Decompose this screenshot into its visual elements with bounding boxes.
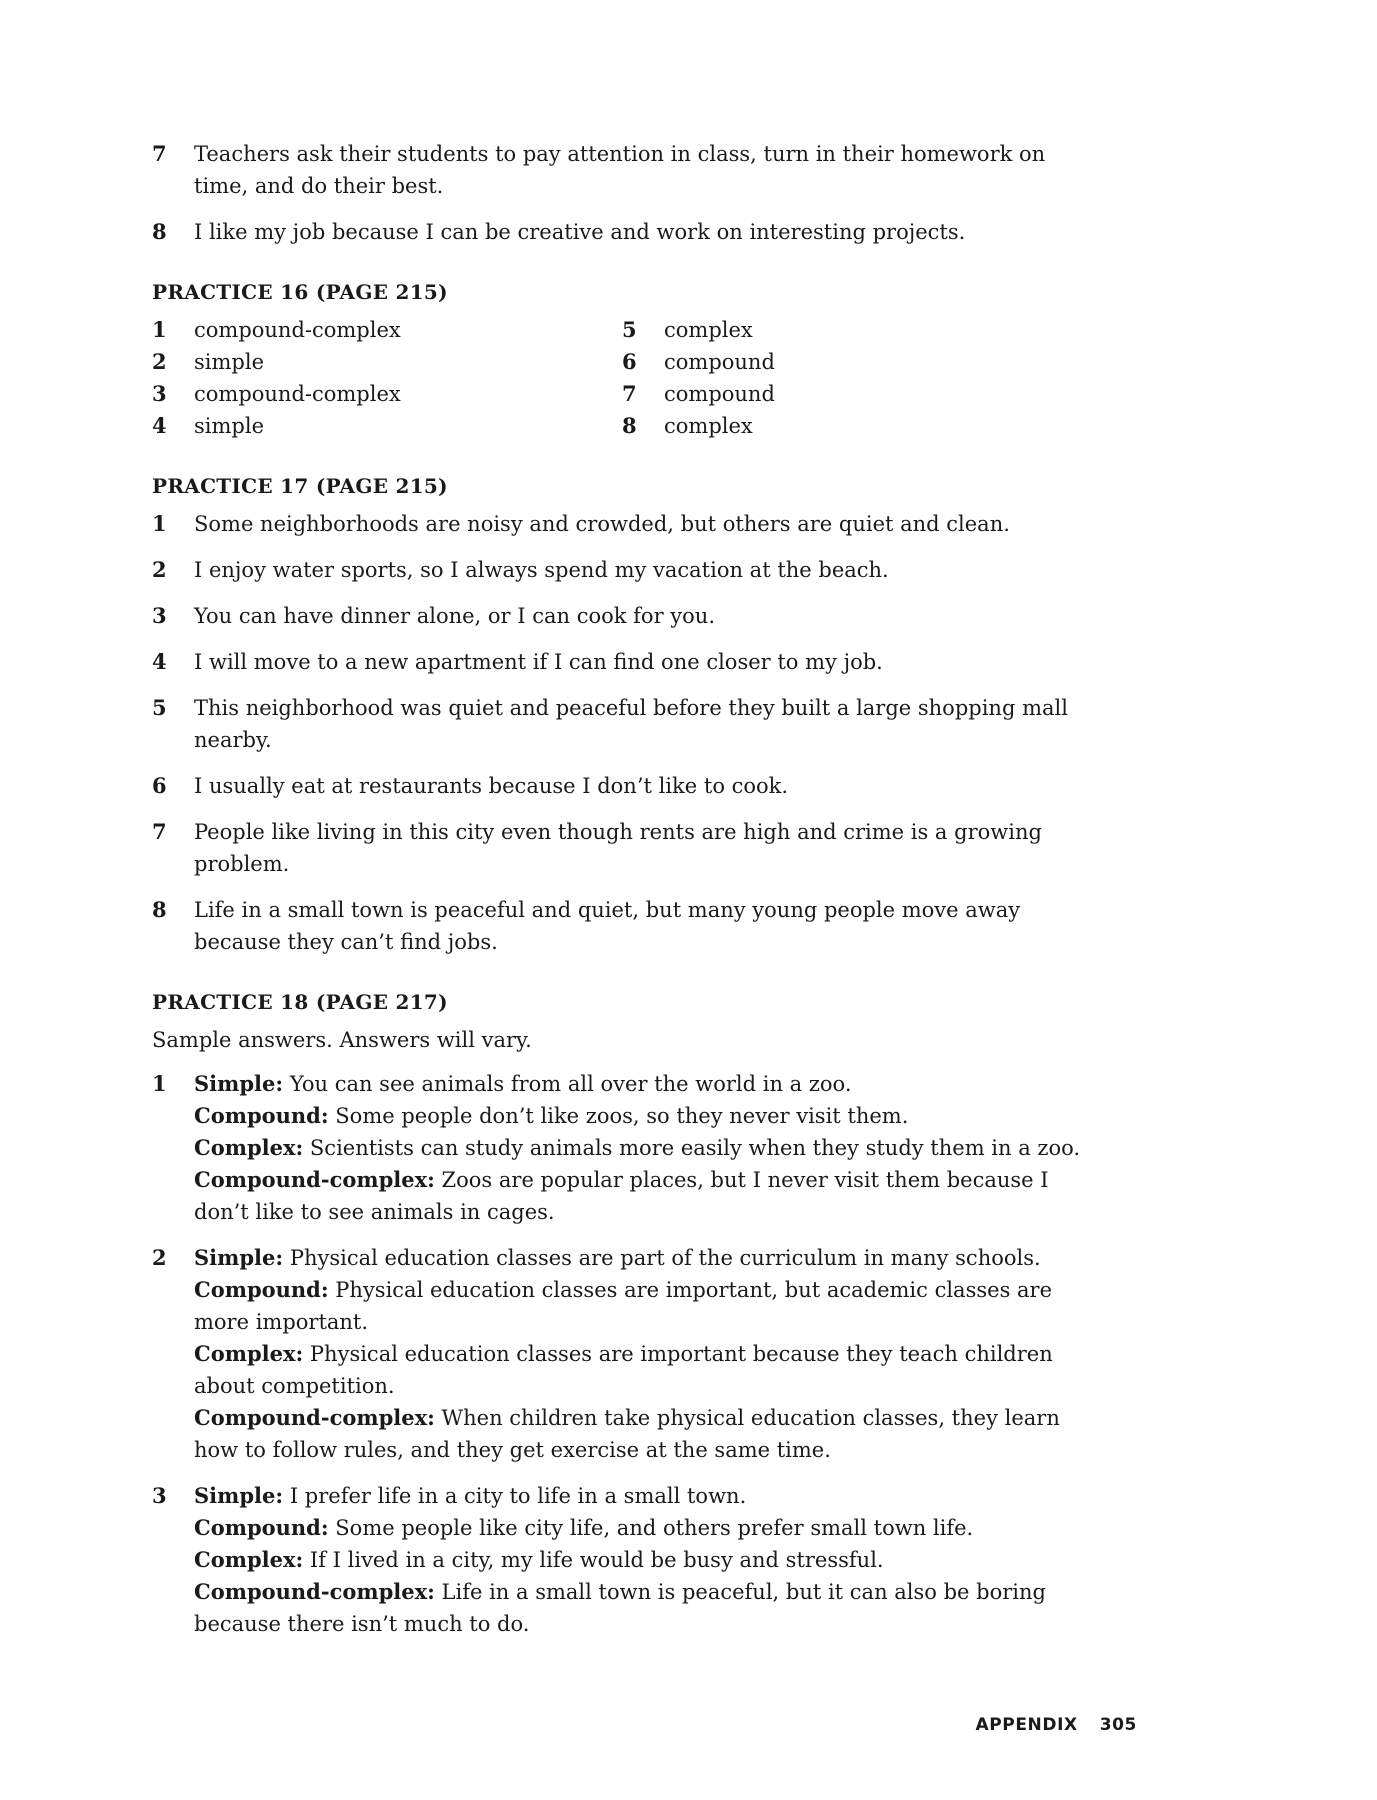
item-number: 5 — [622, 317, 637, 342]
list-item — [622, 314, 922, 346]
sentence-text: Scientists can study animals more easily when they study them in a zoo. — [303, 1136, 1081, 1160]
sentence-type-label: Compound-complex: — [194, 1405, 435, 1430]
item-number: 7 — [152, 819, 167, 844]
sentence-type-label: Complex: — [194, 1341, 304, 1366]
item-number: 7 — [152, 141, 167, 166]
list-item — [152, 600, 1082, 632]
practice17-heading: PRACTICE 17 (PAGE 215) — [152, 474, 448, 498]
item-number: 8 — [622, 413, 637, 438]
list-item — [622, 346, 922, 378]
item-text: I like my job because I can be creative and work on interesting projects. — [194, 220, 966, 244]
list-item — [152, 216, 1082, 248]
item-block — [194, 1480, 1082, 1640]
practice16-heading: PRACTICE 16 (PAGE 215) — [152, 280, 448, 304]
sentence-text: Physical education classes are important, but academic classes are more important. — [194, 1278, 1053, 1334]
item-text: simple — [194, 414, 264, 438]
item-number: 3 — [152, 381, 167, 406]
page-footer — [975, 1715, 1137, 1735]
list-item — [152, 410, 622, 442]
item-text: Teachers ask their students to pay attention in class, turn in their homework on time, and do their best. — [194, 142, 1046, 198]
sentence-type-label: Compound: — [194, 1515, 329, 1540]
list-item — [152, 646, 1082, 678]
top-list — [152, 138, 1082, 248]
item-text: simple — [194, 350, 264, 374]
list-item — [152, 692, 1082, 756]
sentence-text: Some people don’t like zoos, so they never visit them. — [328, 1104, 909, 1128]
item-text: Some neighborhoods are noisy and crowded, but others are quiet and clean. — [194, 512, 1010, 536]
sentence-text: Physical education classes are important because they teach children about competition. — [194, 1342, 1053, 1398]
list-item — [152, 816, 1082, 880]
item-number: 1 — [152, 1071, 167, 1096]
practice18-intro: Sample answers. Answers will vary. — [152, 1028, 532, 1052]
practice18-heading: PRACTICE 18 (PAGE 217) — [152, 990, 448, 1014]
practice18-list — [152, 1068, 1082, 1640]
item-text: complex — [664, 414, 753, 438]
content — [152, 138, 1082, 1654]
item-text: People like living in this city even though rents are high and crime is a growing problem. — [194, 820, 1042, 876]
sentence-text: Life in a small town is peaceful, but it can also be boring because there isn’t much to do. — [194, 1580, 1046, 1636]
list-item — [152, 346, 622, 378]
sentence-type-label: Simple: — [194, 1483, 284, 1508]
item-text: I will move to a new apartment if I can find one closer to my job. — [194, 650, 883, 674]
sentence-type-label: Compound: — [194, 1277, 329, 1302]
sentence-text: Physical education classes are part of the curriculum in many schools. — [283, 1246, 1041, 1270]
list-item — [152, 1242, 1082, 1466]
item-text: You can have dinner alone, or I can cook for you. — [194, 604, 716, 628]
item-number: 8 — [152, 897, 167, 922]
list-item — [152, 554, 1082, 586]
item-text: I enjoy water sports, so I always spend my vacation at the beach. — [194, 558, 889, 582]
sentence-text: Zoos are popular places, but I never visit them because I don’t like to see animals in cages. — [194, 1168, 1049, 1224]
list-item — [152, 508, 1082, 540]
item-block — [194, 1242, 1082, 1466]
list-item — [622, 378, 922, 410]
sentence-type-label: Compound-complex: — [194, 1579, 435, 1604]
page-number: 305 — [1099, 1715, 1137, 1735]
list-item — [152, 138, 1082, 202]
item-number: 2 — [152, 1245, 167, 1270]
item-text: compound — [664, 382, 775, 406]
item-text: compound — [664, 350, 775, 374]
list-item — [152, 378, 622, 410]
list-item — [152, 894, 1082, 958]
item-number: 1 — [152, 511, 167, 536]
sentence-type-label: Simple: — [194, 1071, 284, 1096]
sentence-type-label: Simple: — [194, 1245, 284, 1270]
item-text: compound-complex — [194, 318, 401, 342]
list-item — [152, 1480, 1082, 1640]
sentence-text: I prefer life in a city to life in a small town. — [283, 1484, 747, 1508]
item-number: 6 — [622, 349, 637, 374]
item-number: 3 — [152, 603, 167, 628]
item-text: This neighborhood was quiet and peaceful before they built a large shopping mall nearby. — [194, 696, 1068, 752]
item-number: 6 — [152, 773, 167, 798]
item-number: 7 — [622, 381, 637, 406]
item-number: 4 — [152, 413, 167, 438]
item-text: complex — [664, 318, 753, 342]
practice16-grid — [152, 314, 1082, 442]
item-text: Life in a small town is peaceful and quiet, but many young people move away because they can’t find jobs. — [194, 898, 1021, 954]
item-number: 2 — [152, 557, 167, 582]
sentence-type-label: Complex: — [194, 1547, 304, 1572]
sentence-text: When children take physical education classes, they learn how to follow rules, and they get exercise at the same time. — [194, 1406, 1060, 1462]
list-item — [152, 314, 622, 346]
item-block — [194, 1068, 1082, 1228]
item-number: 8 — [152, 219, 167, 244]
sentence-text: You can see animals from all over the world in a zoo. — [283, 1072, 852, 1096]
list-item — [152, 1068, 1082, 1228]
sentence-type-label: Compound: — [194, 1103, 329, 1128]
item-number: 5 — [152, 695, 167, 720]
sentence-type-label: Complex: — [194, 1135, 304, 1160]
item-number: 1 — [152, 317, 167, 342]
item-number: 3 — [152, 1483, 167, 1508]
sentence-text: Some people like city life, and others prefer small town life. — [328, 1516, 974, 1540]
item-text: I usually eat at restaurants because I don’t like to cook. — [194, 774, 789, 798]
item-number: 2 — [152, 349, 167, 374]
sentence-text: If I lived in a city, my life would be busy and stressful. — [303, 1548, 884, 1572]
list-item — [622, 410, 922, 442]
list-item — [152, 770, 1082, 802]
section-label: APPENDIX — [975, 1715, 1078, 1735]
item-number: 4 — [152, 649, 167, 674]
item-text: compound-complex — [194, 382, 401, 406]
sentence-type-label: Compound-complex: — [194, 1167, 435, 1192]
practice17-list — [152, 508, 1082, 958]
